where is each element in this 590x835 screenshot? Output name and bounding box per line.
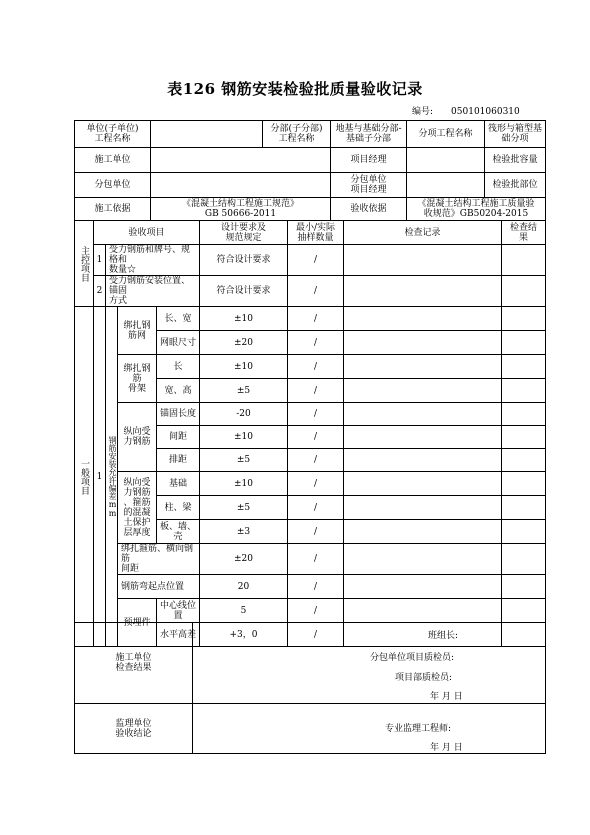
- unit-name-value[interactable]: [151, 121, 263, 148]
- supervision-area[interactable]: [193, 704, 546, 754]
- sample-count: /: [288, 496, 344, 520]
- sub-item: 板、墙、壳: [157, 520, 200, 544]
- main-row-name: 受力钢筋和牌号、规格和 数量☆: [106, 245, 200, 276]
- sample-count: /: [288, 544, 344, 575]
- sample-count: /: [288, 472, 344, 496]
- batch-location-label: 检验批部位: [485, 173, 546, 198]
- tolerance-req: ±3: [200, 520, 288, 544]
- sub-item: 中心线位置: [157, 599, 200, 623]
- tolerance-req: ±20: [200, 544, 288, 575]
- col-item-header: 验收项目: [94, 221, 200, 245]
- main-row-name: 受力钢筋安装位置、锚固 方式: [106, 276, 200, 307]
- check-result[interactable]: [502, 331, 546, 355]
- check-record[interactable]: [344, 575, 502, 599]
- check-record[interactable]: [344, 355, 502, 379]
- check-record[interactable]: [344, 403, 502, 426]
- check-result[interactable]: [502, 575, 546, 599]
- sample-count: /: [288, 449, 344, 472]
- col-record-header: 检查记录: [344, 221, 502, 245]
- sub-item: 长: [157, 355, 200, 379]
- tolerance-req: ±10: [200, 426, 288, 449]
- unit-name-label: 单位(子单位) 工程名称: [75, 121, 151, 148]
- check-record[interactable]: [344, 331, 502, 355]
- sample-count: /: [288, 575, 344, 599]
- construction-check-label: 施工单位 检查结果: [75, 623, 193, 704]
- stirrup-spacing-label: 绑扎箍筋、横向钢筋 间距: [118, 544, 200, 575]
- acceptance-basis-label: 验收依据: [331, 198, 407, 221]
- col-result-header: 检查结 果: [502, 221, 546, 245]
- sub-item: 锚固长度: [157, 403, 200, 426]
- supervisor-engineer-label: 专业监理工程师:: [385, 724, 452, 734]
- main-row-record[interactable]: [344, 245, 502, 276]
- tolerance-req: -20: [200, 403, 288, 426]
- check-result[interactable]: [502, 307, 546, 331]
- check-record[interactable]: [344, 496, 502, 520]
- sample-count: /: [288, 331, 344, 355]
- construction-basis-label: 施工依据: [75, 198, 151, 221]
- main-row-req: 符合设计要求: [200, 245, 288, 276]
- tolerance-req: ±10: [200, 355, 288, 379]
- supervision-label: 监理单位 验收结论: [75, 704, 193, 754]
- sub-item: 长、宽: [157, 307, 200, 331]
- item-name-label: 分项工程名称: [407, 121, 485, 148]
- main-row-req: 符合设计要求: [200, 276, 288, 307]
- tolerance-req: ±5: [200, 496, 288, 520]
- sample-count: /: [288, 403, 344, 426]
- check-result[interactable]: [502, 355, 546, 379]
- check-result[interactable]: [502, 599, 546, 623]
- check-result[interactable]: [502, 472, 546, 496]
- project-manager-value[interactable]: [407, 148, 485, 173]
- check-record[interactable]: [344, 520, 502, 544]
- construction-unit-label: 施工单位: [75, 148, 151, 173]
- sample-count: /: [288, 307, 344, 331]
- subunit-name-value: 地基与基础分部- 基础子分部: [331, 121, 407, 148]
- team-leader-label: 班组长:: [428, 631, 459, 641]
- check-record[interactable]: [344, 307, 502, 331]
- tolerance-req: ±5: [200, 379, 288, 403]
- main-row-sample: /: [288, 245, 344, 276]
- check-result[interactable]: [502, 496, 546, 520]
- sample-count: /: [288, 599, 344, 623]
- tolerance-req: ±10: [200, 472, 288, 496]
- subcontract-unit-label: 分包单位: [75, 173, 151, 198]
- inspection-grid: [74, 220, 546, 647]
- check-record[interactable]: [344, 449, 502, 472]
- check-result[interactable]: [502, 520, 546, 544]
- item-name-value: 筏形与箱型基 础分项: [485, 121, 546, 148]
- construction-basis-value: 《混凝土结构工程施工规范》 GB 50666-2011: [151, 198, 331, 221]
- tolerance-req: ±5: [200, 449, 288, 472]
- col-sample-header: 最小/实际 抽样数量: [288, 221, 344, 245]
- sample-count: /: [288, 623, 344, 647]
- supervision-date: 年 月 日: [430, 743, 463, 753]
- main-row-result[interactable]: [502, 276, 546, 307]
- general-row-no: 1: [94, 307, 106, 647]
- construction-unit-value[interactable]: [151, 148, 331, 173]
- subcontract-unit-value[interactable]: [151, 173, 331, 198]
- record-number-label: 编号:: [412, 107, 434, 117]
- main-row-sample: /: [288, 276, 344, 307]
- sub-inspector-label: 分包单位项目质检员:: [370, 653, 455, 663]
- header-table: [74, 120, 546, 221]
- construction-date: 年 月 日: [430, 692, 463, 702]
- sub-item: 基础: [157, 472, 200, 496]
- bind-cage-label: 绑扎钢 筋 骨架: [118, 355, 157, 403]
- tolerance-req: 20: [200, 575, 288, 599]
- record-number-value: 050101060310: [451, 107, 520, 117]
- sample-count: /: [288, 355, 344, 379]
- sample-count: /: [288, 379, 344, 403]
- construction-check-area[interactable]: [193, 623, 546, 704]
- main-row-record[interactable]: [344, 276, 502, 307]
- tolerance-req: 5: [200, 599, 288, 623]
- sub-item: 水平高差: [157, 623, 200, 647]
- check-record[interactable]: [344, 379, 502, 403]
- inspector-label: 项目部质检员:: [395, 673, 453, 683]
- main-row-no: 1: [94, 245, 106, 276]
- subunit-name-label: 分部(子分部) 工程名称: [263, 121, 331, 148]
- tolerance-req: ±20: [200, 331, 288, 355]
- general-items-label: 一般项目: [75, 307, 94, 647]
- sub-item: 宽、高: [157, 379, 200, 403]
- project-manager-label: 项目经理: [331, 148, 407, 173]
- tolerance-req: ±10: [200, 307, 288, 331]
- bind-mesh-label: 绑扎钢 筋网: [118, 307, 157, 355]
- bend-point-label: 钢筋弯起点位置: [118, 575, 200, 599]
- check-result[interactable]: [502, 379, 546, 403]
- check-result[interactable]: [502, 544, 546, 575]
- sample-count: /: [288, 426, 344, 449]
- check-record[interactable]: [344, 599, 502, 623]
- check-record[interactable]: [344, 544, 502, 575]
- check-result[interactable]: [502, 403, 546, 426]
- main-row-result[interactable]: [502, 245, 546, 276]
- batch-capacity-label: 检验批容量: [485, 148, 546, 173]
- sub-item: 排距: [157, 449, 200, 472]
- check-record[interactable]: [344, 472, 502, 496]
- check-result[interactable]: [502, 449, 546, 472]
- main-row-no: 2: [94, 276, 106, 307]
- check-record[interactable]: [344, 426, 502, 449]
- cover-thickness-label: 纵向受 力钢筋 、箍筋 的混凝 土保护 层厚度: [118, 472, 157, 544]
- sub-item: 柱、梁: [157, 496, 200, 520]
- page-title: 表126 钢筋安装检验批质量验收记录: [167, 80, 423, 98]
- sample-count: /: [288, 520, 344, 544]
- check-result[interactable]: [502, 426, 546, 449]
- signoff-table: [74, 622, 546, 754]
- acceptance-basis-value: 《混凝土结构工程施工质量验 收规范》GB50204-2015: [407, 198, 546, 221]
- longitudinal-label: 纵向受 力钢筋: [118, 403, 157, 472]
- tolerance-group-label: 钢筋安装允许偏差mm: [106, 307, 118, 647]
- tolerance-req: +3，0: [200, 623, 288, 647]
- embedded-parts-label: 预埋件: [118, 599, 157, 647]
- record-number: [412, 104, 520, 117]
- col-design-header: 设计要求及 规范规定: [200, 221, 288, 245]
- sub-item: 网眼尺寸: [157, 331, 200, 355]
- sub-item: 间距: [157, 426, 200, 449]
- subcontract-manager-value[interactable]: [407, 173, 485, 198]
- main-control-label: 主控项目: [75, 221, 94, 307]
- subcontract-manager-label: 分包单位 项目经理: [331, 173, 407, 198]
